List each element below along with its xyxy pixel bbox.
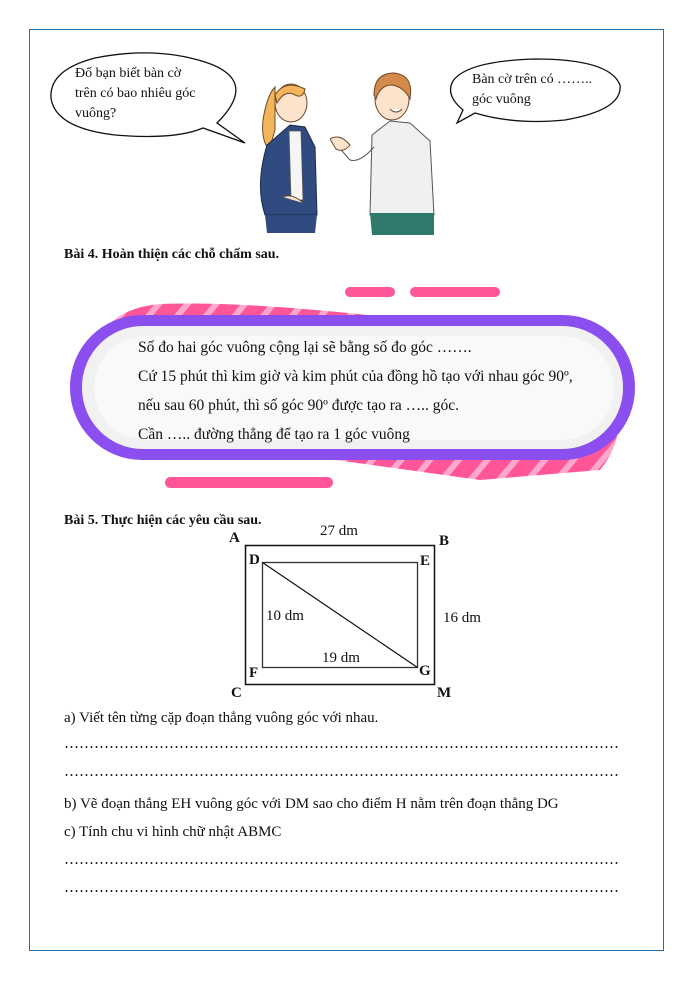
- point-label-a: A: [229, 530, 240, 546]
- left-bubble-line: vuông?: [75, 106, 117, 121]
- fill-in-line-4: Cần ….. đường thẳng để tạo ra 1 góc vuông: [138, 426, 410, 443]
- right-bubble-line: Bàn cờ trên có ……..: [472, 72, 593, 87]
- point-label-e: E: [420, 553, 431, 569]
- left-bubble-line: Đố bạn biết bàn cờ: [75, 66, 182, 81]
- point-label-g: G: [419, 663, 431, 679]
- point-label-b: B: [439, 533, 450, 549]
- exercise-4-title: Bài 4. Hoàn thiện các chỗ chấm sau.: [64, 247, 280, 262]
- dim-top: 27 dm: [320, 523, 358, 539]
- answer-line-c2[interactable]: [64, 890, 620, 892]
- fill-in-line-1: Số đo hai góc vuông cộng lại sẽ bằng số đo góc …….: [138, 339, 472, 356]
- question-b: b) Vẽ đoạn thẳng EH vuông góc với DM sao cho điểm H nằm trên đoạn thẳng DG: [64, 796, 559, 812]
- question-a: a) Viết tên từng cặp đoạn thẳng vuông góc với nhau.: [64, 710, 379, 726]
- dim-inner-bottom: 19 dm: [322, 650, 360, 666]
- fill-in-line-2: Cứ 15 phút thì kim giờ và kim phút của đồng hồ tạo với nhau góc 90º,: [138, 368, 573, 385]
- point-label-f: F: [249, 665, 259, 681]
- question-c: c) Tính chu vi hình chữ nhật ABMC: [64, 824, 282, 840]
- point-label-m: M: [437, 685, 452, 701]
- answer-line-a2[interactable]: [64, 774, 620, 776]
- point-label-c: C: [231, 685, 242, 701]
- right-bubble-line: góc vuông: [472, 92, 531, 107]
- answer-line-a1[interactable]: [64, 746, 620, 748]
- fill-in-line-3: nếu sau 60 phút, thì số góc 90º được tạo ra ….. góc.: [138, 397, 460, 414]
- answer-line-c1[interactable]: [64, 862, 620, 864]
- exercise-5-title: Bài 5. Thực hiện các yêu cầu sau.: [64, 513, 262, 528]
- point-label-d: D: [249, 552, 260, 568]
- dim-inner-left: 10 dm: [266, 608, 304, 624]
- dim-right: 16 dm: [443, 610, 481, 626]
- left-bubble-line: trên có bao nhiêu góc: [75, 86, 196, 101]
